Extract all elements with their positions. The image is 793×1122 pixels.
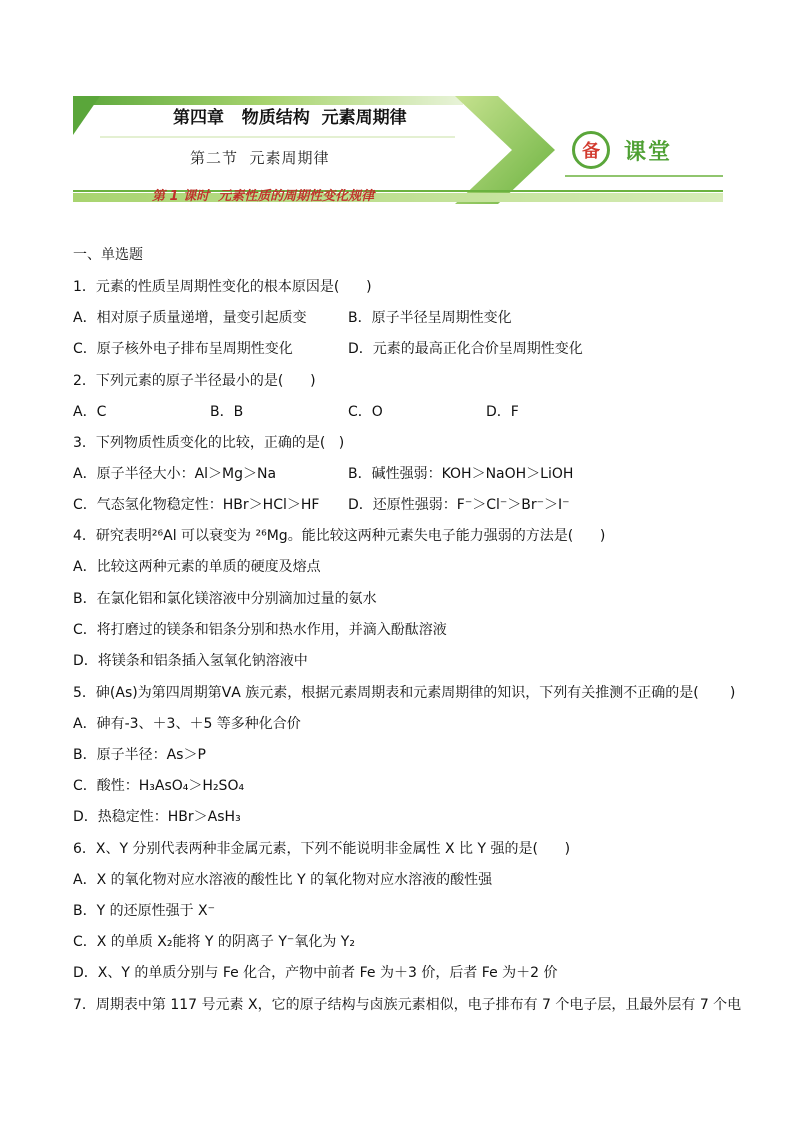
- question-stem: 3．下列物质性质变化的比较，正确的是( ): [73, 435, 345, 451]
- chapter-banner: [0, 0, 793, 215]
- question-stem: 7．周期表中第 117 号元素 X，它的原子结构与卤族元素相似，电子排布有 7 个电子层，且最外层有 7 个电: [73, 997, 742, 1013]
- option-b: B．B: [210, 404, 244, 420]
- option-c: C．X 的单质 X₂能将 Y 的阴离子 Y⁻氧化为 Y₂: [73, 934, 355, 950]
- option-d: D．F: [486, 404, 519, 420]
- question-stem: 1．元素的性质呈周期性变化的根本原因是( ): [73, 279, 372, 295]
- section-heading: 一、单选题: [73, 247, 143, 263]
- option-b: B．碱性强弱：KOH＞NaOH＞LiOH: [348, 466, 574, 482]
- brand-badge: 备: [572, 131, 610, 169]
- option-b: B．Y 的还原性强于 X⁻: [73, 903, 216, 919]
- option-a: A．砷有-3、＋3、＋5 等多种化合价: [73, 716, 301, 732]
- question-stem: 4．研究表明²⁶Al 可以衰变为 ²⁶Mg。能比较这两种元素失电子能力强弱的方法是( ): [73, 528, 606, 544]
- option-c: C．气态氢化物稳定性：HBr＞HCl＞HF: [73, 497, 320, 513]
- option-d: D．还原性强弱：F⁻＞Cl⁻＞Br⁻＞I⁻: [348, 497, 570, 513]
- option-d: D．X、Y 的单质分别与 Fe 化合，产物中前者 Fe 为＋3 价，后者 Fe 为＋2 价: [73, 965, 558, 981]
- chevron-shape: [455, 96, 555, 204]
- question-stem: 2．下列元素的原子半径最小的是( ): [73, 373, 316, 389]
- option-d: D．将镁条和铝条插入氢氧化钠溶液中: [73, 653, 308, 669]
- option-a: A．相对原子质量递增，量变引起质变: [73, 310, 307, 326]
- option-c: C．原子核外电子排布呈周期性变化: [73, 341, 293, 357]
- option-a: A．X 的氧化物对应水溶液的酸性比 Y 的氧化物对应水溶液的酸性强: [73, 872, 493, 888]
- option-a: A．原子半径大小：Al＞Mg＞Na: [73, 466, 277, 482]
- option-a: A．C: [73, 404, 107, 420]
- option-c: C．酸性：H₃AsO₄＞H₂SO₄: [73, 778, 245, 794]
- question-stem: 5．砷(As)为第四周期第ⅤA 族元素，根据元素周期表和元素周期律的知识，下列有关推测不正确的是( ): [73, 685, 736, 701]
- option-b: B．原子半径：As＞P: [73, 747, 206, 763]
- option-d: D．热稳定性：HBr＞AsH₃: [73, 809, 241, 825]
- section-title: 第二节 元素周期律: [190, 149, 330, 167]
- option-b: B．原子半径呈周期性变化: [348, 310, 512, 326]
- chapter-title: 第四章 物质结构 元素周期律: [173, 108, 407, 128]
- option-c: C．将打磨过的镁条和铝条分别和热水作用，并滴入酚酞溶液: [73, 622, 447, 638]
- lesson-title: 第 1 课时 元素性质的周期性变化规律: [152, 189, 375, 204]
- question-stem: 6．X、Y 分别代表两种非金属元素，下列不能说明非金属性 X 比 Y 强的是( ): [73, 841, 571, 857]
- option-b: B．在氯化铝和氯化镁溶液中分别滴加过量的氨水: [73, 591, 377, 607]
- left-corner-triangle: [73, 96, 100, 135]
- brand-text: 课堂: [624, 140, 673, 165]
- brand-logo: [572, 131, 712, 171]
- option-a: A．比较这两种元素的单质的硬度及熔点: [73, 559, 321, 575]
- option-c: C．O: [348, 404, 383, 420]
- option-d: D．元素的最高正化合价呈周期性变化: [348, 341, 583, 357]
